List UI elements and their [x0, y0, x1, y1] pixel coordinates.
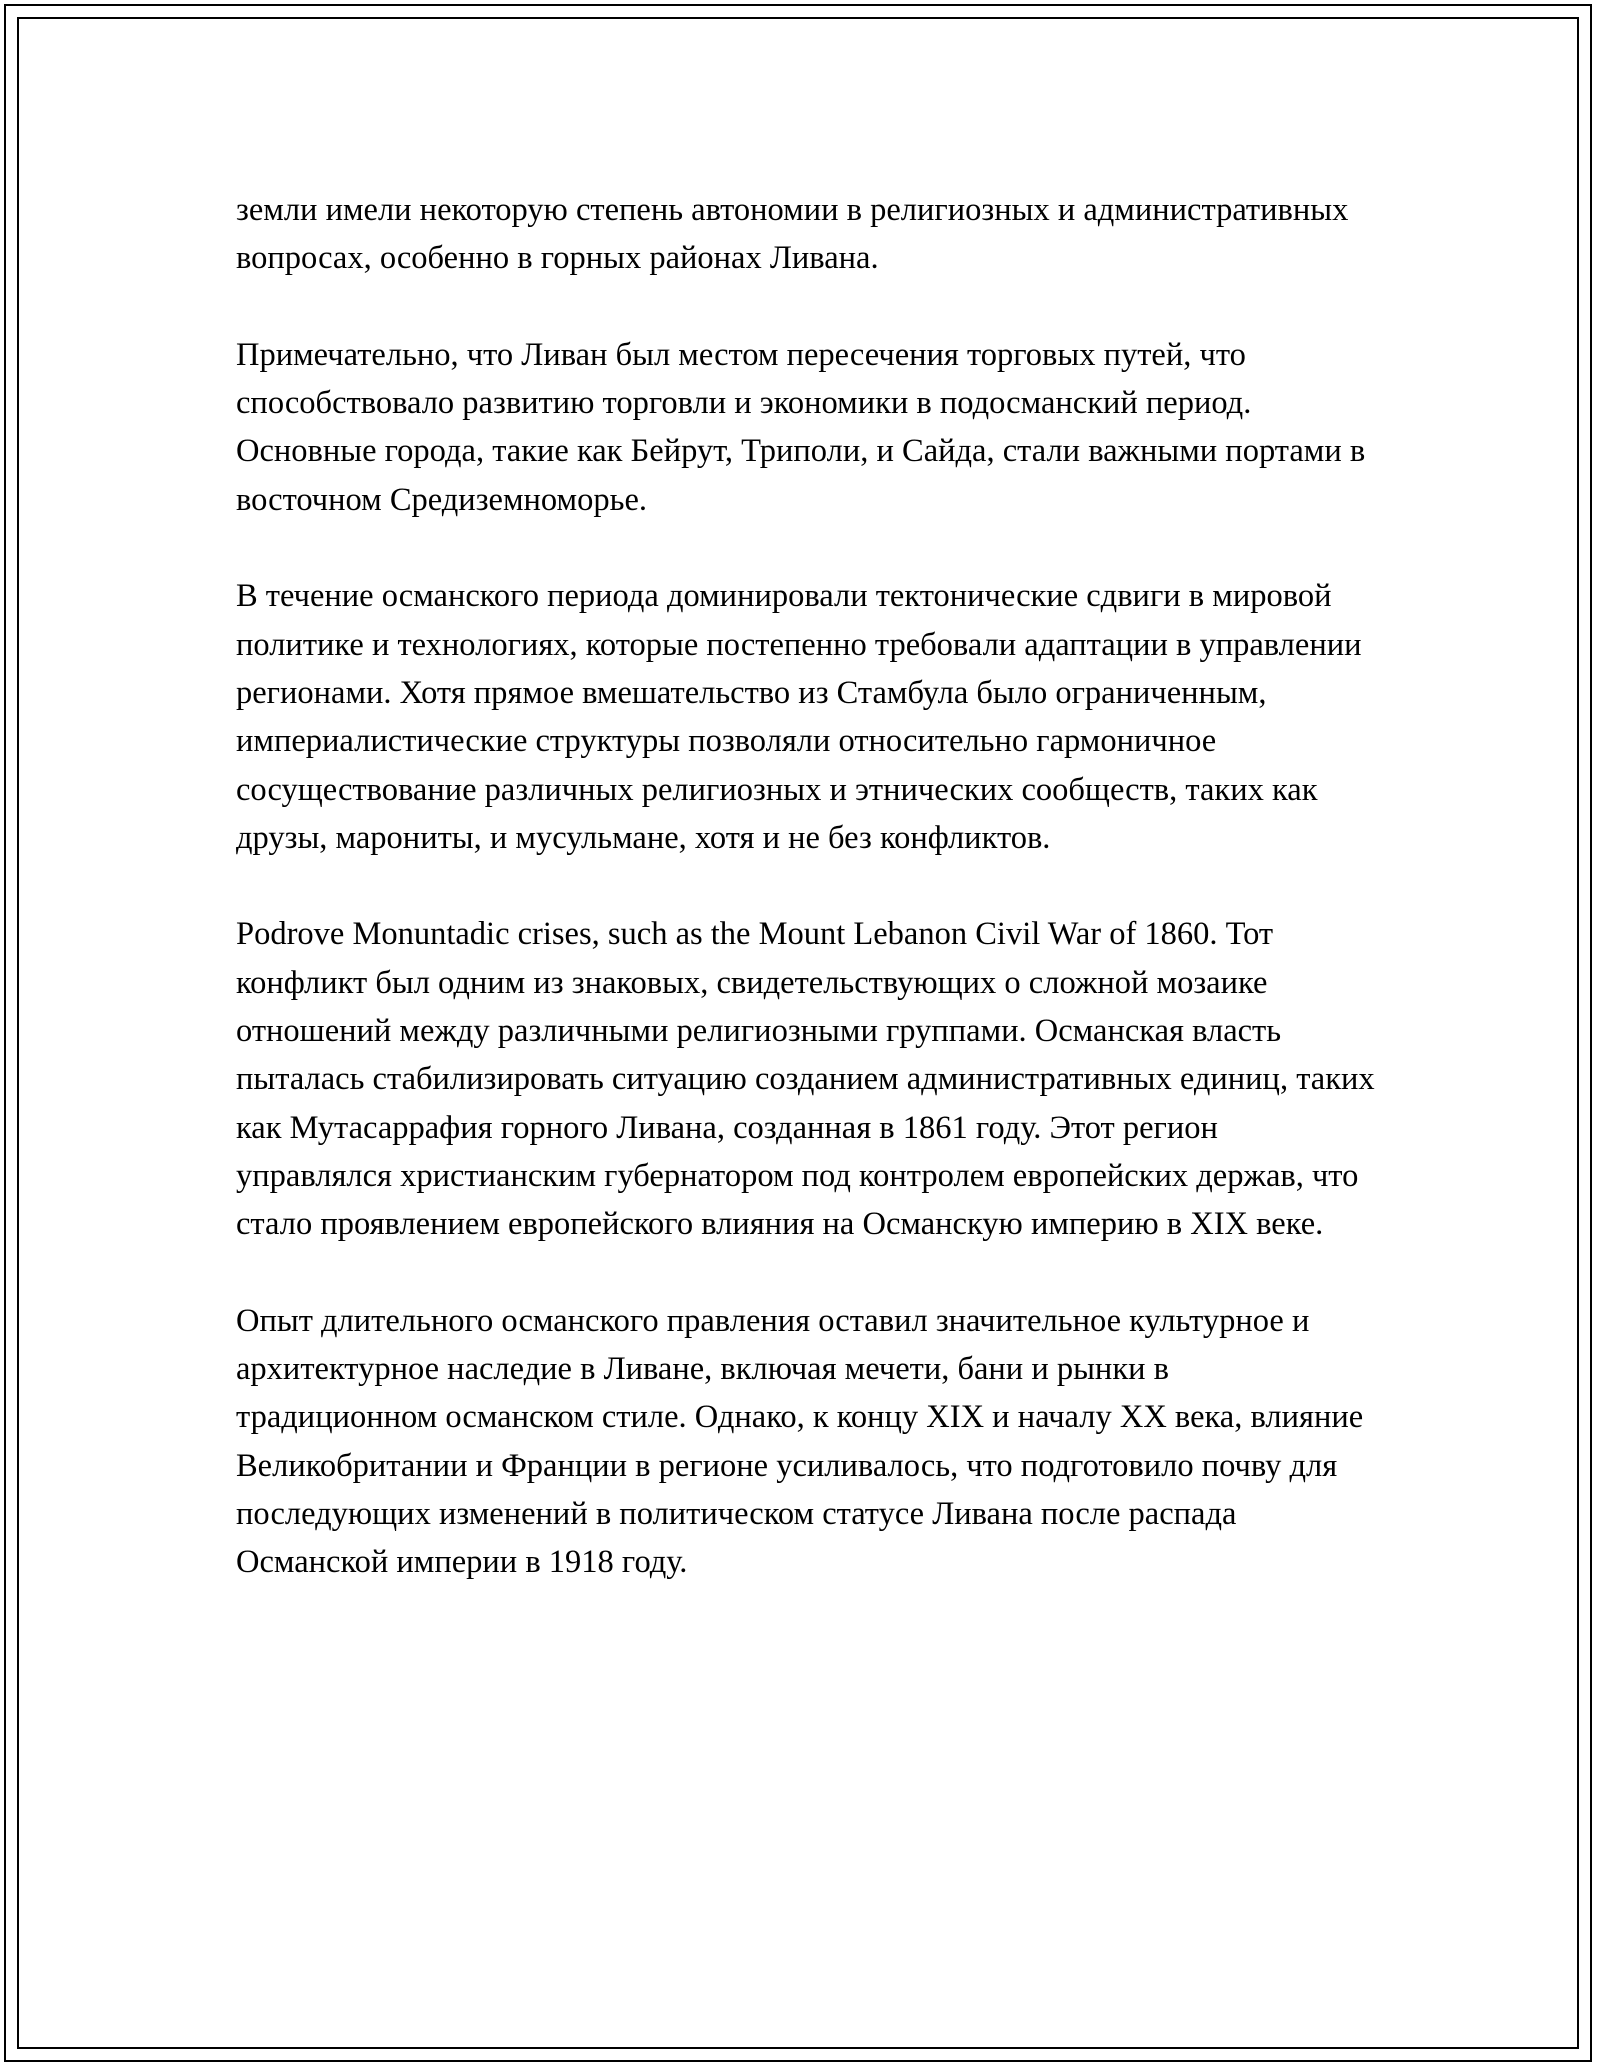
paragraph-1: земли имели некоторую степень автономии в религиозных и административных вопросах, особенно в горных районах Ливана. — [236, 192, 1349, 277]
paragraph-5: Опыт длительного османского правления оставил значительное культурное и архитектурное наследие в Ливане, включая мечети, бани и рынки в традиционном османском стиле. Однако, к концу XIX и началу XX века, влияние Великобритании и Франции в регионе усиливалось, что подготовило почву для последующих изменений в политическом статусе Ливана после распада Османской империи в 1918 году. — [236, 1302, 1364, 1581]
paragraph-3: В течение османского периода доминировали тектонические сдвиги в мировой политике и технологиях, которые постепенно требовали адаптации в управлении регионами. Хотя прямое вмешательство из Стамбула было ограниченным, империалистические структуры позволяли относительно гармоничное сосуществование различных религиозных и этнических сообществ, таких как друзы, марониты, и мусульмане, хотя и не без конфликтов. — [236, 578, 1362, 856]
paragraph-2: Примечательно, что Ливан был местом пересечения торговых путей, что способствовало развитию торговли и экономики в подосманский период. Основные города, такие как Бейрут, Триполи, и Сайда, стали важными портами в восточном Средиземноморье. — [236, 336, 1366, 518]
document-body — [236, 186, 1376, 1587]
paragraph-4: Podrove Monuntadic crises, such as the Mount Lebanon Civil War of 1860. Тот конфликт был одним из знаковых, свидетельствующих о сложной мозаике отношений между различными религиозными группами. Османская власть пыталась стабилизировать ситуацию созданием административных единиц, таких как Мутасаррафия горного Ливана, созданная в 1861 году. Этот регион управлялся христианским губернатором под контролем европейских держав, что стало проявлением европейского влияния на Османскую империю в XIX веке. — [236, 916, 1375, 1243]
